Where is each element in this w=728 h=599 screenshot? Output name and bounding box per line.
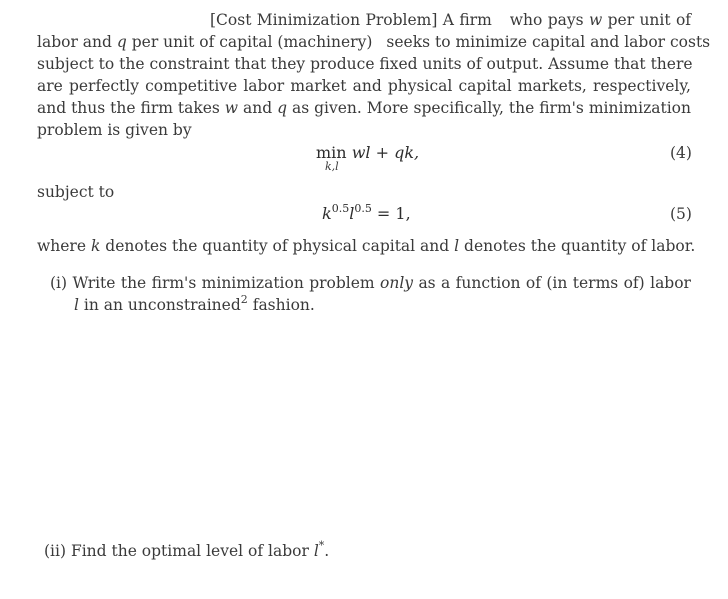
var-k: k (90, 237, 101, 255)
emphasis-only: only (380, 274, 414, 292)
objective: wl + qk, (351, 143, 420, 162)
min-operator: min (316, 143, 347, 162)
paragraph-line-3 (37, 53, 691, 75)
footnote-marker: 2 (240, 293, 248, 306)
part-ii-label: (ii) (44, 542, 67, 560)
text: Write the firm's minimization problem (72, 274, 375, 292)
text: fashion. (252, 296, 315, 314)
var-w: w (224, 99, 239, 117)
text: subject to (37, 183, 115, 201)
var-l: l (313, 542, 319, 560)
equation-5 (322, 203, 411, 227)
text: and (243, 99, 273, 117)
paragraph-line-2 (37, 31, 711, 53)
k-exponent: 0.5 (331, 202, 350, 215)
min-subscript: k,l (325, 160, 339, 173)
text: subject to the constraint that they produce fixed units of output. Assume that there (37, 55, 693, 73)
text: as a function of (in terms of) labor (418, 274, 691, 292)
text: seeks to minimize capital and labor costs (386, 33, 711, 51)
text: problem is given by (37, 121, 192, 139)
part-i-label: (i) (50, 274, 68, 292)
text: Find the optimal level of labor (70, 542, 309, 560)
text: per unit of (607, 11, 692, 29)
var-l: l (74, 296, 79, 314)
text: where (37, 237, 87, 255)
var-w: w (588, 11, 603, 29)
text: labor and (37, 33, 112, 51)
text: and thus the firm takes (37, 99, 220, 117)
text: A firm (442, 11, 492, 29)
text: denotes the quantity of physical capital and (105, 237, 450, 255)
star-superscript: * (318, 539, 325, 552)
var-q: q (116, 33, 127, 51)
part-ii-line (44, 540, 329, 564)
text: in an unconstrained (83, 296, 241, 314)
var-q: q (277, 99, 288, 117)
var-l: l (454, 237, 460, 255)
equation-number-4: (4) (670, 144, 692, 162)
subject-to-label (37, 181, 114, 203)
paragraph-line-1 (210, 9, 691, 31)
where-line (37, 235, 696, 257)
part-i-line-1 (50, 272, 691, 294)
text: per unit of capital (machinery) (131, 33, 373, 51)
text: as given. More specifically, the firm's minimization (291, 99, 691, 117)
l-exponent: 0.5 (354, 202, 372, 215)
constraint-rhs: = 1, (371, 204, 411, 223)
paragraph-line-5 (37, 97, 691, 119)
text: denotes the quantity of labor. (464, 237, 696, 255)
paragraph-line-6 (37, 119, 192, 141)
part-i-line-2 (74, 294, 315, 318)
problem-title: [Cost Minimization Problem] (210, 11, 438, 29)
var-k: k (322, 204, 332, 223)
text: are perfectly competitive labor market and physical capital markets, respectively, (37, 77, 691, 95)
text: who pays (509, 11, 584, 29)
text: . (324, 542, 330, 560)
paragraph-line-4 (37, 75, 691, 97)
var-l: l (349, 204, 355, 223)
equation-number-5: (5) (670, 205, 692, 223)
